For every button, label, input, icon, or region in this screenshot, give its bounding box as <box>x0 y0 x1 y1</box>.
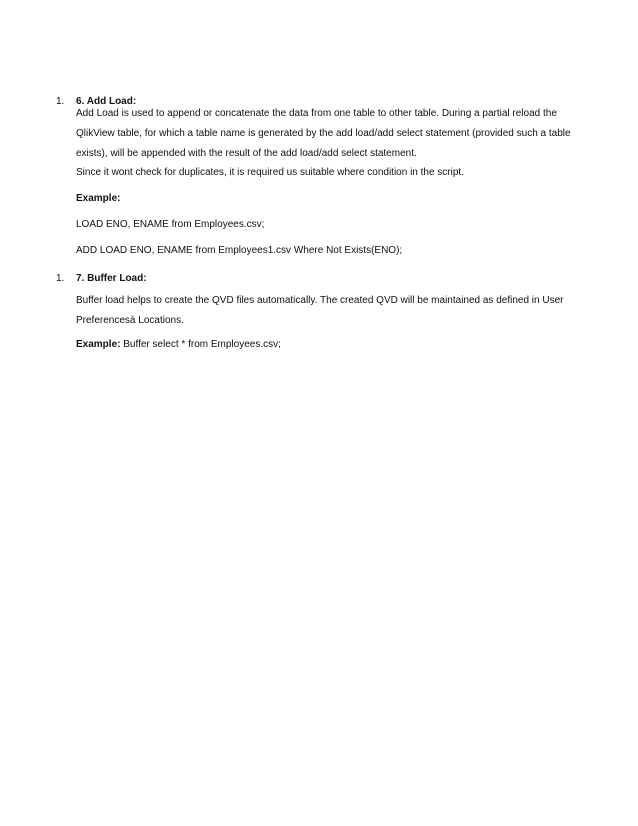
code-line <box>76 215 556 235</box>
text-line: Buffer load helps to create the QVD files automatically. The created QVD will be maintained as defined in User <box>76 295 564 306</box>
section-heading: 6. Add Load: <box>76 96 137 107</box>
example-text: Buffer select * from Employees.csv; <box>120 339 281 350</box>
text-line: QlikView table, for which a table name is generated by the add load/add select statement (provided such a table <box>76 128 571 139</box>
text-line: Preferencesà Locations. <box>76 315 184 326</box>
example-label <box>76 189 556 209</box>
list-marker: 1. <box>56 273 65 284</box>
code-line <box>76 241 556 261</box>
list-marker: 1. <box>56 96 65 107</box>
paragraph <box>76 335 556 355</box>
text-line: Since it wont check for duplicates, it is required us suitable where condition in the script. <box>76 167 464 178</box>
paragraph <box>76 104 571 164</box>
example-heading: Example: <box>76 339 121 350</box>
text-line: LOAD ENO, ENAME from Employees.csv; <box>76 219 265 230</box>
paragraph <box>76 163 556 183</box>
text-line: Add Load is used to append or concatenate the data from one table to other table. During a partial reload the <box>76 108 557 119</box>
example-line <box>76 335 556 355</box>
text-line: exists), will be appended with the result of the add load/add select statement. <box>76 148 417 159</box>
text-line: ADD LOAD ENO, ENAME from Employees1.csv Where Not Exists(ENO); <box>76 245 403 256</box>
section-heading: 7. Buffer Load: <box>76 273 147 284</box>
paragraph <box>76 291 564 331</box>
example-heading: Example: <box>76 193 121 204</box>
